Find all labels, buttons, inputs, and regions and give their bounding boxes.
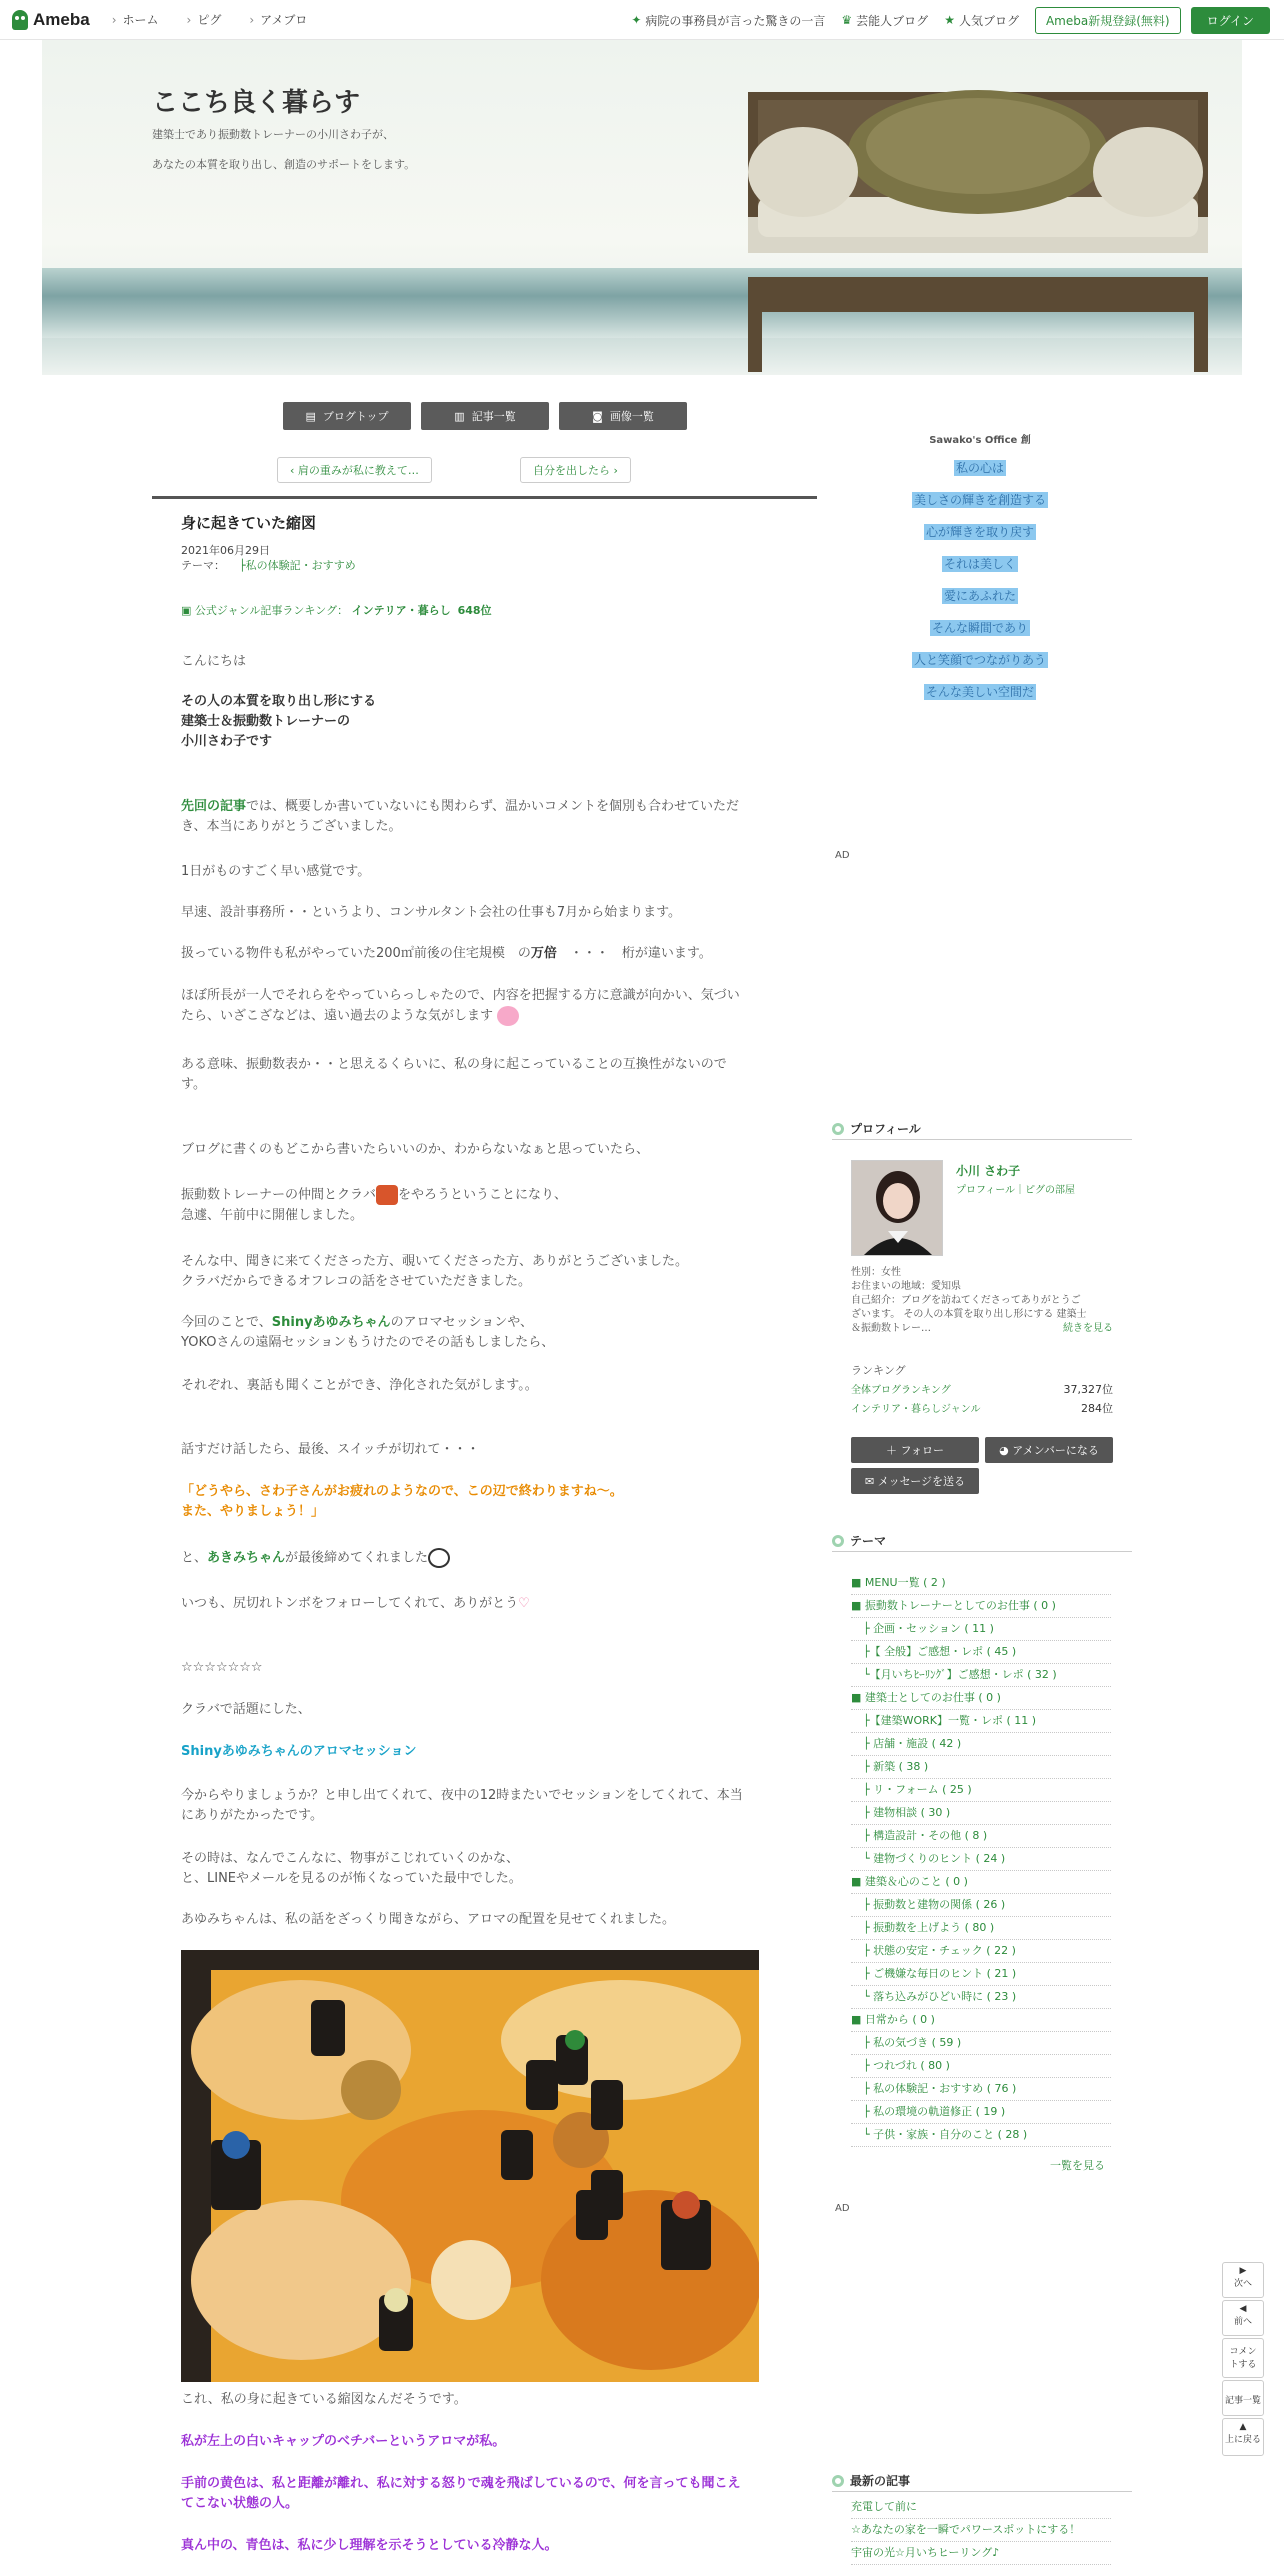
theme-item[interactable]: [851, 1871, 1111, 1894]
scale-text1: 扱っている物件も私がやっていた200㎡前後の住宅規模 の: [181, 946, 531, 961]
para-yellow: [181, 2474, 791, 2514]
para-follow: [181, 1594, 791, 1614]
prev-article-link[interactable]: [277, 457, 432, 483]
theme-item-label: ├【 全般】ご感想・レポ ( 45 ): [863, 1645, 1017, 1658]
office-line-3: [835, 523, 1125, 540]
circle-bullet-icon: [832, 1123, 844, 1135]
theme-item-label: └【月いちﾋｰﾘﾝｸﾞ】ご感想・レポ ( 32 ): [863, 1668, 1057, 1681]
scale-bold: 万倍: [530, 946, 557, 961]
list-icon: ▥: [454, 409, 465, 423]
message-label: メッセージを送る: [877, 1475, 966, 1488]
recent-article-1-label: 充電して前に: [851, 2500, 917, 2513]
scale-text2: ・・・ 桁が違います。: [556, 946, 712, 961]
play-icon: ▶: [1239, 2266, 1247, 2276]
sofa-image: [728, 82, 1226, 372]
circle-bullet-icon: [832, 2475, 844, 2487]
star-icon: ★: [944, 13, 955, 27]
float-list-button[interactable]: [1222, 2380, 1264, 2416]
para-visitors: [181, 1252, 791, 1292]
nav-home[interactable]: › ホーム: [112, 11, 159, 28]
para-vetiver: 私が左上の白いキャップのベチバーというアロマが私。: [181, 2434, 506, 2449]
image-list-button[interactable]: [559, 402, 687, 430]
midnight-line1: 今からやりましょうか？と申し出てくれて、夜中の12時またいでセッションをしてくれて、本当: [181, 1788, 743, 1803]
theme-item[interactable]: [851, 1595, 1111, 1618]
ameba-logo[interactable]: [12, 10, 90, 30]
visitors-line2: クラバだからできるオフレコの話をさせていただきました。: [181, 1274, 531, 1289]
director-line2: たら、いざこざなどは、遠い過去のような気がします: [181, 1008, 494, 1024]
float-top-button[interactable]: [1222, 2418, 1264, 2456]
office-line-7-text: 人と笑顔でつながりあう: [913, 653, 1046, 667]
theme-item[interactable]: [851, 2078, 1111, 2101]
theme-item-label: ■ 日常から ( 0 ): [851, 2013, 935, 2026]
profile-intro-1: 自己紹介：ブログを訪ねてくださってありがとうご: [851, 1295, 1081, 1306]
midnight-line2: にありがたかったです。: [181, 1808, 323, 1823]
article-theme: [181, 557, 356, 573]
theme-item-label: ├ ご機嫌な毎日のヒント ( 21 ): [863, 1967, 1017, 1980]
office-line-6-text: そんな瞬間であり: [931, 621, 1028, 635]
office-line-1: [835, 459, 1125, 476]
office-line-8: [835, 683, 1125, 700]
theme-item-label: └ 子供・家族・自分のこと ( 28 ): [863, 2128, 1028, 2141]
float-prev-label: 前へ: [1233, 2317, 1252, 2327]
para-fast: 1日がものすごく早い感覚です。: [181, 864, 371, 879]
intro-line1: その人の本質を取り出し形にする: [181, 694, 377, 709]
para-thanks: [181, 797, 791, 837]
para-arrangement: あゆみちゃんは、私の話をざっくり聞きながら、アロマの配置を見せてくれました。: [181, 1912, 676, 1927]
float-next-label: 次へ: [1233, 2279, 1252, 2289]
theme-item-label: ■ 建築士としてのお仕事 ( 0 ): [851, 1691, 1001, 1704]
para-work: 早速、設計事務所・・というより、コンサルタント会社の仕事も7月から始まります。: [181, 905, 682, 920]
recent-article-3[interactable]: [851, 2542, 1111, 2565]
office-line-5: [835, 587, 1125, 604]
profile-avatar[interactable]: [851, 1160, 943, 1256]
link-popular-label: 人気ブログ: [958, 13, 1019, 28]
entry-list-button[interactable]: [421, 402, 549, 430]
office-line-7: [835, 651, 1125, 668]
header-right: [631, 0, 1270, 40]
theme-item-label: ├ 振動数を上げよう ( 80 ): [863, 1921, 995, 1934]
closing-text2: が最後締めてくれました: [285, 1550, 429, 1566]
recent-heading: [832, 2470, 1132, 2492]
ranking-label: 公式ジャンル記事ランキング：: [194, 604, 349, 617]
float-comment-button[interactable]: [1222, 2338, 1264, 2378]
float-comment-label: コメントする: [1229, 2347, 1257, 2370]
profile-details: [851, 1266, 1113, 1336]
theme-item[interactable]: [851, 1710, 1111, 1733]
ad-label-2: AD: [835, 2203, 850, 2214]
ranking-heading: ランキング: [851, 1364, 906, 1377]
office-line-2-text: 美しさの輝きを創造する: [913, 493, 1046, 507]
theme-item[interactable]: [851, 2101, 1111, 2124]
next-article-link[interactable]: [520, 457, 631, 483]
message-button[interactable]: [851, 1468, 979, 1494]
float-top-label: 上に戻る: [1224, 2435, 1261, 2445]
theme-item-label: ├ つれづれ ( 80 ): [863, 2059, 950, 2072]
para-aroma-heading: Shinyあゆみちゃんのアロマセッション: [181, 1744, 417, 1759]
profile-heading-text: プロフィール: [850, 1122, 921, 1136]
theme-item[interactable]: [851, 1779, 1111, 1802]
office-line-3-text: 心が輝きを取り戻す: [925, 525, 1034, 539]
nav-pigg[interactable]: › ピグ: [187, 11, 222, 28]
ad-label-1: AD: [835, 850, 850, 861]
sessions-text: 今回のことで、: [181, 1315, 272, 1330]
ranking-genre-link[interactable]: インテリア・暮らし: [351, 604, 451, 617]
theme-item-label: ├ 状態の安定・チェック ( 22 ): [863, 1944, 1016, 1957]
ranking-overall-label[interactable]: 全体ブログランキング: [851, 1385, 951, 1396]
intro-line2: 建築士＆振動数トレーナーの: [181, 714, 351, 729]
aroma-bottles-photo[interactable]: [181, 1950, 759, 2382]
office-line-1-text: 私の心は: [955, 461, 1004, 475]
chevron-right-icon: ›: [613, 463, 618, 477]
theme-item-label: ├ 私の体験記・おすすめ ( 76 ): [863, 2082, 1017, 2095]
link-celebrity-label: 芸能人ブログ: [856, 13, 929, 28]
profile-intro-2: ざいます。 その人の本質を取り出し形にする 建築士: [851, 1309, 1087, 1320]
article-date: 2021年06月29日: [181, 544, 270, 557]
blog-header-banner: [42, 40, 1242, 375]
document-icon: ▤: [305, 409, 316, 423]
office-line-2: [835, 491, 1125, 508]
thanks-line1: では、概要しか書いていないにも関わらず、温かいコメントを個別も合わせていただ: [246, 799, 739, 814]
recent-heading-text: 最新の記事: [850, 2474, 911, 2488]
theme-item[interactable]: [851, 1963, 1111, 1986]
theme-item-label: ├ リ・フォーム ( 25 ): [863, 1783, 972, 1796]
heart-emoji-icon: ♡: [518, 1596, 530, 1611]
para-topic: クラバで話題にした、: [181, 1702, 311, 1717]
para-club: [181, 1185, 791, 1226]
theme-item-label: ├ 私の環境の軌道修正 ( 19 ): [863, 2105, 1006, 2118]
crab-emoji-icon: [376, 1185, 398, 1205]
para-intro: [181, 692, 791, 752]
profile-heading: [832, 1118, 1132, 1140]
meaning-line2: す。: [181, 1077, 206, 1092]
para-complicated: [181, 1849, 791, 1889]
recent-article-3-label: 宇宙の光☆月いちヒーリング♪: [851, 2546, 1000, 2559]
theme-item[interactable]: [851, 2124, 1111, 2147]
entry-list-label: 記事一覧: [471, 410, 516, 423]
complicated-line1: その時は、なんでこんなに、物事がこじれていくのかな、: [181, 1851, 520, 1866]
article-title[interactable]: 身に起きていた縮図: [181, 514, 317, 532]
blog-top-button[interactable]: [283, 402, 411, 430]
theme-item[interactable]: [851, 1664, 1111, 1687]
theme-label: テーマ：: [181, 559, 225, 572]
para-switch: 話すだけ話したら、最後、スイッチが切れて・・・: [181, 1442, 480, 1457]
theme-item-label: ├ 私の気づき ( 59 ): [863, 2036, 962, 2049]
theme-item-label: ├ 振動数と建物の関係 ( 26 ): [863, 1898, 1006, 1911]
theme-link[interactable]: ├私の体験記・おすすめ: [239, 559, 356, 572]
ranking-genre-value: 284位: [1081, 1402, 1113, 1415]
para-scale: [181, 944, 791, 964]
sessions-text2: のアロマセッションや、: [390, 1315, 534, 1330]
global-nav: [112, 11, 336, 28]
office-list-title: Sawako's Office 創: [929, 435, 1031, 446]
office-line-8-text: そんな美しい空間だ: [925, 685, 1034, 699]
global-header: [0, 0, 1284, 40]
article-top-border: [152, 496, 817, 499]
avatar-drawing: [852, 1161, 943, 1256]
theme-item[interactable]: [851, 2055, 1111, 2078]
crown-icon: ♛: [841, 13, 853, 27]
theme-item-label: ├ 店舗・施設 ( 42 ): [863, 1737, 962, 1750]
theme-item[interactable]: [851, 1825, 1111, 1848]
link-hospital-label: 病院の事務員が言った驚きの一言: [645, 13, 826, 28]
previous-article-link[interactable]: 先回の記事: [181, 799, 247, 814]
profile-gender: 性別：女性: [851, 1267, 901, 1278]
profile-intro-3: ＆振動数トレー…: [851, 1323, 931, 1334]
blog-nav: [283, 402, 697, 430]
blog-desc-line2: あなたの本質を取り出し、創造のサポートをします。: [152, 157, 416, 171]
aroma-photo-drawing: [181, 1950, 759, 2382]
ranking-genre-label[interactable]: インテリア・暮らしジャンル: [851, 1404, 981, 1415]
ranking-overall: [851, 1381, 1113, 1397]
para-meaning: [181, 1055, 791, 1095]
prev-article-label: 肩の重みが私に教えて…: [297, 464, 419, 477]
theme-item-label: └ 建物づくりのヒント ( 24 ): [863, 1852, 1006, 1865]
theme-item[interactable]: [851, 1572, 1111, 1595]
intro-line3: 小川さわ子です: [181, 734, 273, 749]
logo-text: Ameba: [33, 9, 90, 29]
theme-item[interactable]: [851, 1641, 1111, 1664]
image-list-label: 画像一覧: [609, 410, 654, 423]
para-midnight: [181, 1786, 791, 1826]
office-line-4-text: それは美しく: [943, 557, 1016, 571]
theme-item-label: ├【建築WORK】一覧・レポ ( 11 ): [863, 1714, 1037, 1727]
akimi-link[interactable]: あきみちゃん: [207, 1550, 286, 1566]
para-purified: それぞれ、裏話も聞くことができ、浄化された気がします。。: [181, 1378, 538, 1393]
theme-more-link[interactable]: 一覧を見る: [1050, 2159, 1105, 2172]
theme-item[interactable]: [851, 1986, 1111, 2009]
theme-item-label: ├ 新築 ( 38 ): [863, 1760, 929, 1773]
profile-links[interactable]: プロフィール｜ピグの部屋: [956, 1185, 1075, 1196]
camera-icon: ◙: [592, 409, 603, 423]
follow-label: フォロー: [900, 1444, 944, 1457]
recent-article-2-label: ☆あなたの家を一瞬でパワースポットにする！: [851, 2523, 1081, 2536]
next-article-label: 自分を出したら: [533, 464, 610, 477]
recent-article-1[interactable]: [851, 2496, 1111, 2519]
complicated-line2: と、LINEやメールを見るのが怖くなっていた最中でした。: [181, 1871, 522, 1886]
para-stars: ☆☆☆☆☆☆☆: [181, 1660, 263, 1675]
theme-item[interactable]: [851, 1618, 1111, 1641]
blog-desc-line1: 建築士であり振動数トレーナーの小川さわ子が、: [152, 128, 394, 141]
para-greeting: こんにちは: [181, 654, 247, 669]
smile-emoji-icon: [428, 1548, 450, 1568]
sessions-line2: YOKOさんの遠隔セッションもうけたのでその話もしましたら、: [181, 1335, 555, 1350]
member-icon: ◕: [999, 1443, 1009, 1457]
director-line1: ほぼ所長が一人でそれらをやっていらっしゃたので、内容を把握する方に意識が向かい、気づい: [181, 988, 740, 1003]
visitors-line1: そんな中、聞きに来てくださった方、覗いてくださった方、ありがとうございました。: [181, 1254, 689, 1269]
amember-label: アメンバーになる: [1012, 1444, 1099, 1457]
office-line-5-text: 愛にあふれた: [943, 589, 1016, 603]
thanks-line2: き、本当にありがとうございました。: [181, 819, 402, 834]
para-director: [181, 986, 791, 1027]
theme-heading: [832, 1530, 1132, 1552]
ranking-genre: [851, 1400, 1113, 1416]
login-button[interactable]: ログイン: [1191, 7, 1270, 34]
theme-item-label: ■ 建築＆心のこと ( 0 ): [851, 1875, 968, 1888]
theme-item-label: ├ 企画・セッション ( 11 ): [863, 1622, 994, 1635]
ranking-overall-value: 37,327位: [1063, 1383, 1113, 1396]
ranking-rank: 648位: [457, 604, 492, 617]
theme-item[interactable]: [851, 1733, 1111, 1756]
theme-item[interactable]: [851, 1940, 1111, 1963]
link-celebrity[interactable]: [841, 12, 928, 29]
para-blue: 真ん中の、青色は、私に少し理解を示そうとしている冷静な人。: [181, 2538, 558, 2553]
shiny-ayumi-link[interactable]: Shinyあゆみちゃん: [271, 1315, 391, 1330]
theme-item[interactable]: [851, 1917, 1111, 1940]
theme-item-label: ■ 振動数トレーナーとしてのお仕事 ( 0 ): [851, 1599, 1056, 1612]
circle-bullet-icon: [832, 1535, 844, 1547]
meaning-line1: ある意味、振動数表か・・と思えるくらいに、私の身に起こっていることの互換性がないので: [181, 1057, 727, 1072]
sparkle-icon: ✦: [631, 13, 642, 27]
chevron-left-icon: ‹: [290, 463, 295, 477]
para-blog: ブログに書くのもどこから書いたらいいのか、わからないなぁと思っていたら、: [181, 1142, 650, 1157]
article-ranking: [181, 602, 492, 618]
theme-item[interactable]: [851, 1756, 1111, 1779]
para-caption: これ、私の身に起きている縮図なんだそうです。: [181, 2392, 467, 2407]
club-line1b: をやろうということになり、: [398, 1187, 568, 1203]
theme-item[interactable]: [851, 2032, 1111, 2055]
float-list-label: 記事一覧: [1224, 2396, 1261, 2406]
blog-top-label: ブログトップ: [322, 410, 389, 423]
amember-button[interactable]: [985, 1437, 1113, 1463]
link-hospital[interactable]: [631, 12, 825, 29]
theme-item[interactable]: [851, 1802, 1111, 1825]
theme-item[interactable]: [851, 1894, 1111, 1917]
profile-area: お住まいの地域：愛知県: [851, 1281, 961, 1292]
float-next-button[interactable]: [1222, 2262, 1264, 2298]
ranking-icon: ▣: [181, 604, 192, 617]
theme-heading-text: テーマ: [850, 1534, 887, 1548]
follow-text: いつも、尻切れトンボをフォローしてくれて、ありがとう: [181, 1596, 519, 1611]
recent-article-2[interactable]: [851, 2519, 1111, 2542]
blog-description: [152, 120, 415, 179]
ameba-logo-icon: [12, 10, 28, 30]
quote-line2: また、やりましょう！」: [181, 1504, 325, 1519]
office-line-4: [835, 555, 1125, 572]
follow-button[interactable]: [851, 1437, 979, 1463]
theme-item-label: ■ MENU一覧 ( 2 ): [851, 1576, 946, 1589]
yellow-line1: 手前の黄色は、私と距離が離れ、私に対する怒りで魂を飛ばしているので、何を言っても聞こえ: [181, 2476, 741, 2491]
profile-name[interactable]: 小川 さわ子: [956, 1164, 1021, 1178]
theme-item[interactable]: [851, 1687, 1111, 1710]
theme-item[interactable]: [851, 1848, 1111, 1871]
office-line-6: [835, 619, 1125, 636]
theme-item-label: ├ 構造設計・その他 ( 8 ): [863, 1829, 988, 1842]
nav-ameblo[interactable]: › アメブロ: [249, 11, 307, 28]
para-quote: [181, 1482, 791, 1522]
quote-line1: 「どうやら、さわ子さんがお疲れのようなので、この辺で終わりますね～。: [181, 1484, 623, 1499]
pig-emoji-icon: [497, 1006, 519, 1026]
club-line2: 急遽、午前中に開催しました。: [181, 1207, 364, 1223]
para-closing: [181, 1548, 791, 1569]
club-line1a: 振動数トレーナーの仲間とクラバ: [181, 1187, 377, 1203]
profile-more-link[interactable]: 続きを見る: [1063, 1323, 1113, 1334]
arrow-up-icon: ▲: [1239, 2422, 1247, 2432]
para-sessions: [181, 1313, 791, 1353]
blog-title[interactable]: ここち良く暮らす: [152, 87, 361, 117]
theme-item-label: ├ 建物相談 ( 30 ): [863, 1806, 951, 1819]
theme-item-label: └ 落ち込みがひどい時に ( 23 ): [863, 1990, 1017, 2003]
register-button[interactable]: Ameba新規登録(無料): [1035, 7, 1181, 34]
theme-item[interactable]: [851, 2009, 1111, 2032]
yellow-line2: てこない状態の人。: [181, 2496, 299, 2511]
closing-text1: と、: [181, 1550, 208, 1566]
plus-icon: ＋: [886, 1444, 898, 1457]
float-prev-button[interactable]: [1222, 2300, 1264, 2336]
back-icon: ◀: [1239, 2304, 1247, 2314]
envelope-icon: ✉: [864, 1474, 875, 1488]
link-popular[interactable]: [944, 12, 1019, 29]
